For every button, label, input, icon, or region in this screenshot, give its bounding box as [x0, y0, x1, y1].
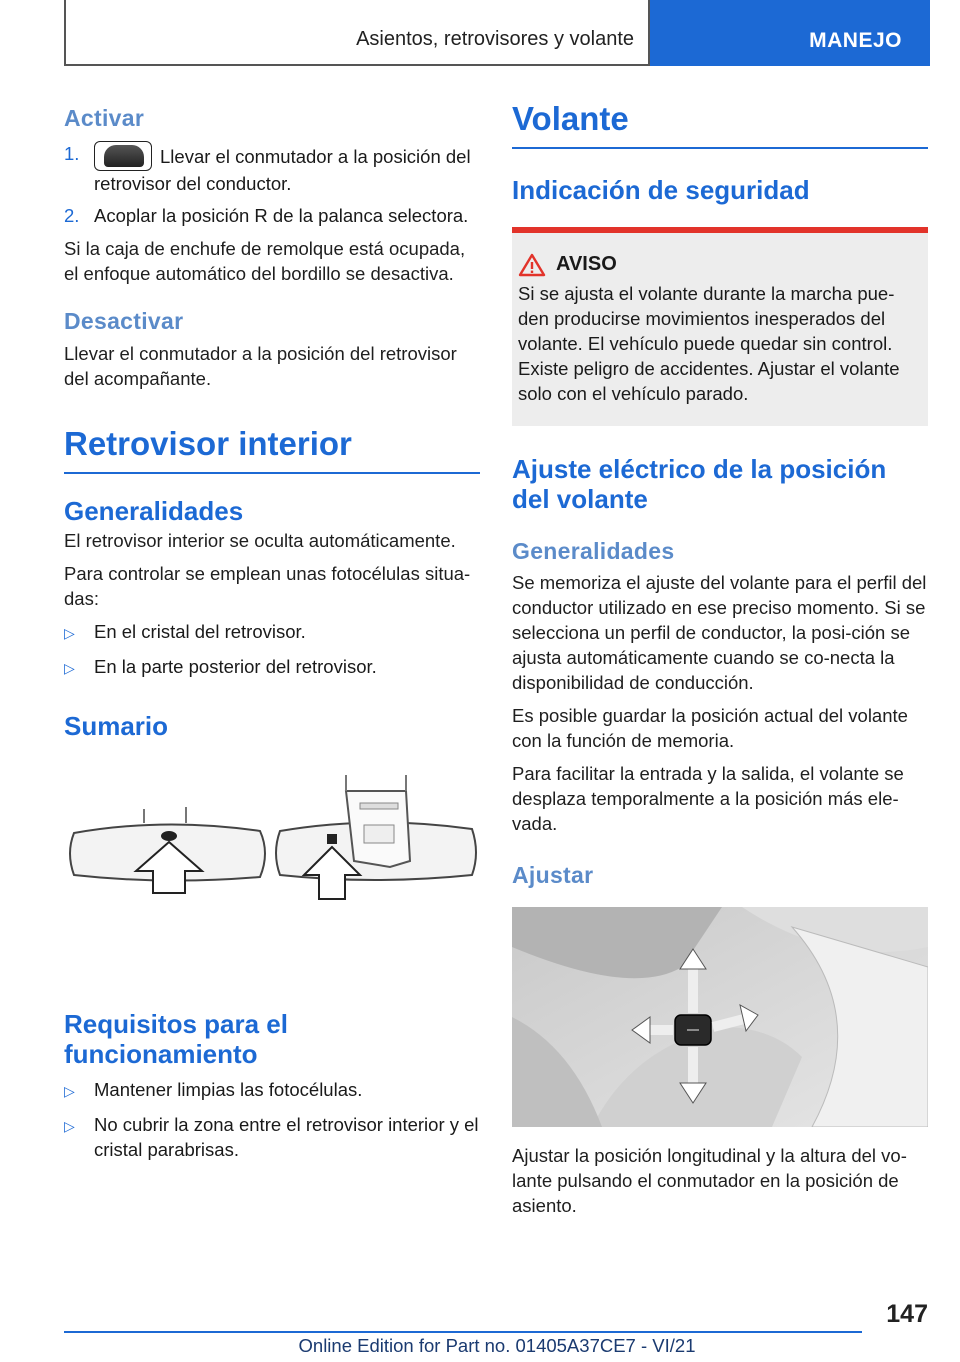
desactivar-text: Llevar el conmutador a la posición del retrovisor del acompañante. — [64, 343, 457, 390]
steering-adjust-photo — [512, 907, 928, 1127]
seguridad-heading: Indicación de seguridad — [512, 174, 810, 205]
page-header — [64, 0, 930, 66]
step-text: Llevar el conmutador a la posición del retrovisor del conductor. — [94, 145, 471, 194]
chapter-tab[interactable]: MANEJO — [650, 0, 930, 66]
requisitos-heading: Requisitos para el funcionamiento — [64, 1009, 288, 1070]
ajuste-p1: Se memoriza el ajuste del volante para el perfil del conductor utilizado en ese preciso momento. Si se selecciona un perfil de conductor, la posi-ción se ajusta automáticamente cuando se co-necta la disponibilidad de conducción. — [512, 571, 927, 693]
list-item — [64, 141, 480, 196]
generalidades-heading: Generalidades — [64, 496, 244, 527]
list-item: ▷ No cubrir la zona entre el retrovisor interior y el cristal parabrisas. — [64, 1114, 479, 1161]
list-item: ▷ En la parte posterior del retrovisor. — [64, 654, 480, 681]
triangle-bullet-icon: ▷ — [64, 1118, 75, 1135]
activar-note: Si la caja de enchufe de remolque está ocupada, el enfoque automático del bordillo se desactiva. — [64, 237, 466, 284]
triangle-bullet-icon: ▷ — [64, 660, 75, 677]
footer-divider — [64, 1331, 862, 1333]
edition-footer: Online Edition for Part no. 01405A37CE7 - VI/21 — [298, 1335, 696, 1356]
list-item: ▷ En el cristal del retrovisor. — [64, 619, 480, 646]
warning-triangle-icon — [518, 253, 546, 277]
retrovisor-chapter-title: Retrovisor interior — [64, 425, 480, 474]
warning-box — [512, 227, 928, 426]
section-title: Asientos, retrovisores y volante — [64, 0, 650, 66]
list-item: ▷ Mantener limpias las fotocélulas. — [64, 1077, 480, 1104]
ajuste-p2: Es posible guardar la posición actual del volante con la función de memoria. — [512, 704, 908, 751]
generalidades-p1: El retrovisor interior se oculta automáticamente. — [64, 530, 456, 552]
generalidades-p2: Para controlar se emplean unas fotocélulas situa-das: — [64, 563, 471, 610]
warning-text: Si se ajusta el volante durante la marcha pue-den producirse movimientos inesperados del volante. El vehículo puede quedar sin control. Existe peligro de accidentes. Ajustar el volante solo con el vehículo parado. — [518, 282, 900, 404]
activar-steps — [64, 141, 480, 228]
requisitos-list — [64, 1077, 480, 1162]
mirror-switch-icon — [94, 141, 152, 171]
ajuste-heading: Ajuste eléctrico de la posición del volante — [512, 453, 887, 514]
warning-label: AVISO — [556, 253, 617, 276]
ajustar-caption: Ajustar la posición longitudinal y la altura del vo-lante pulsando el conmutador en la posición de asiento. — [512, 1145, 907, 1217]
activar-heading: Activar — [64, 105, 145, 131]
ajuste-generalidades-heading: Generalidades — [512, 537, 675, 564]
sumario-heading: Sumario — [64, 711, 169, 742]
list-item — [64, 203, 480, 228]
step-text: Acoplar la posición R de la palanca selectora. — [94, 204, 469, 226]
ajustar-heading: Ajustar — [512, 861, 594, 888]
mirror-overview-figure — [64, 761, 480, 991]
mirror-illustration — [64, 761, 480, 991]
triangle-bullet-icon: ▷ — [64, 625, 75, 642]
volante-chapter-title: Volante — [512, 100, 928, 149]
step-number: 2. — [64, 204, 80, 226]
step-number: 1. — [64, 142, 80, 164]
page-number: 147 — [886, 1300, 928, 1328]
desactivar-heading: Desactivar — [64, 307, 184, 334]
left-column — [64, 100, 480, 1162]
ajuste-p3: Para facilitar la entrada y la salida, el volante se desplaza temporalmente a la posición más ele-vada. — [512, 762, 904, 834]
photocell-list — [64, 619, 480, 681]
right-column — [512, 100, 928, 1218]
steering-adjust-figure — [512, 907, 928, 1127]
triangle-bullet-icon: ▷ — [64, 1083, 75, 1100]
